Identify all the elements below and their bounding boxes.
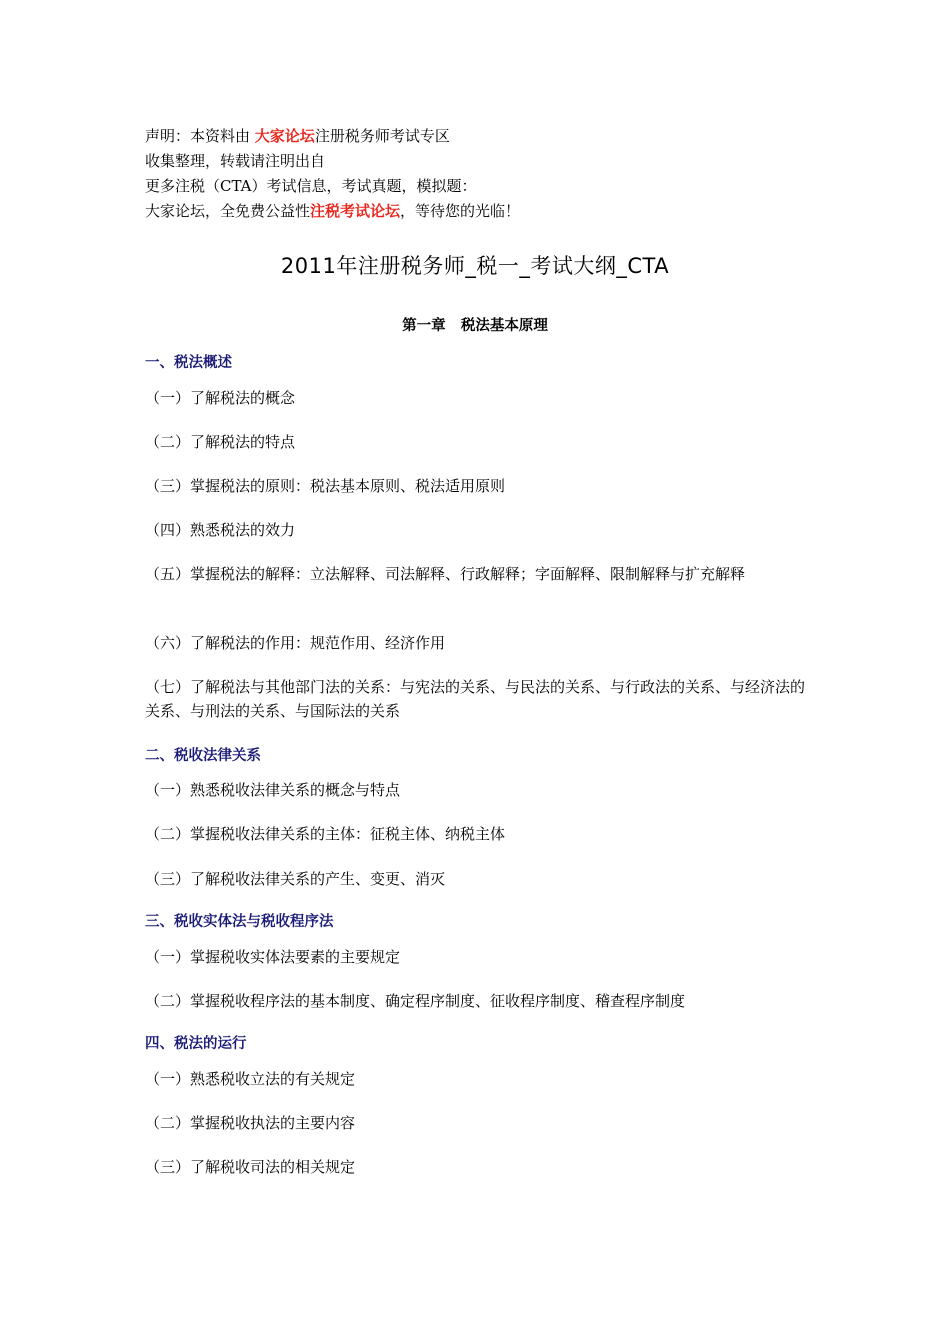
notice-text: 声明：本资料由: [145, 127, 251, 145]
outline-item: （四）熟悉税法的效力: [145, 521, 296, 539]
document-title: 2011年注册税务师_税一_考试大纲_CTA: [280, 254, 670, 278]
notice-line-3: 更多注税（CTA）考试信息，考试真题，模拟题：: [145, 177, 477, 195]
outline-item: （三）了解税收法律关系的产生、变更、消灭: [145, 870, 446, 888]
notice-text: 注册税务师考试专区: [314, 127, 450, 145]
outline-item: （一）熟悉税收立法的有关规定: [145, 1070, 356, 1088]
notice-line-2: 收集整理，转载请注明出自: [145, 152, 326, 170]
notice-line-1: [145, 124, 825, 149]
section-heading: 四、税法的运行: [145, 1036, 247, 1052]
outline-item: （二）掌握税收程序法的基本制度、确定程序制度、征收程序制度、稽查程序制度: [145, 992, 686, 1010]
forum-link[interactable]: 大家论坛: [254, 127, 315, 145]
notice-text: 大家论坛，全免费公益性: [145, 202, 311, 220]
outline-item: （六）了解税法的作用：规范作用、经济作用: [145, 634, 446, 652]
outline-item: （五）掌握税法的解释：立法解释、司法解释、行政解释；字面解释、限制解释与扩充解释: [145, 565, 746, 583]
outline-item: （一）熟悉税收法律关系的概念与特点: [145, 781, 401, 799]
outline-item: （七）了解税法与其他部门法的关系：与宪法的关系、与民法的关系、与行政法的关系、与经济法的关系、与刑法的关系、与国际法的关系: [145, 678, 806, 720]
section-heading: 一、税法概述: [145, 355, 232, 371]
outline-item: （三）了解税收司法的相关规定: [145, 1158, 356, 1176]
section-heading: 三、税收实体法与税收程序法: [145, 914, 334, 930]
outline-item: （二）掌握税收执法的主要内容: [145, 1114, 356, 1132]
outline-item: （二）掌握税收法律关系的主体：征税主体、纳税主体: [145, 825, 506, 843]
source-notice: [145, 124, 825, 224]
outline-item: （三）掌握税法的原则：税法基本原则、税法适用原则: [145, 477, 506, 495]
notice-line-4: [145, 199, 825, 224]
section-heading: 二、税收法律关系: [145, 748, 261, 764]
notice-text: ，等待您的光临！: [400, 202, 521, 220]
outline-item: （一）掌握税收实体法要素的主要规定: [145, 948, 401, 966]
chapter-heading: 第一章 税法基本原理: [402, 318, 548, 334]
outline-item: （一）了解税法的概念: [145, 389, 296, 407]
outline-item: （二）了解税法的特点: [145, 433, 296, 451]
exam-forum-link[interactable]: 注税考试论坛: [310, 202, 401, 220]
